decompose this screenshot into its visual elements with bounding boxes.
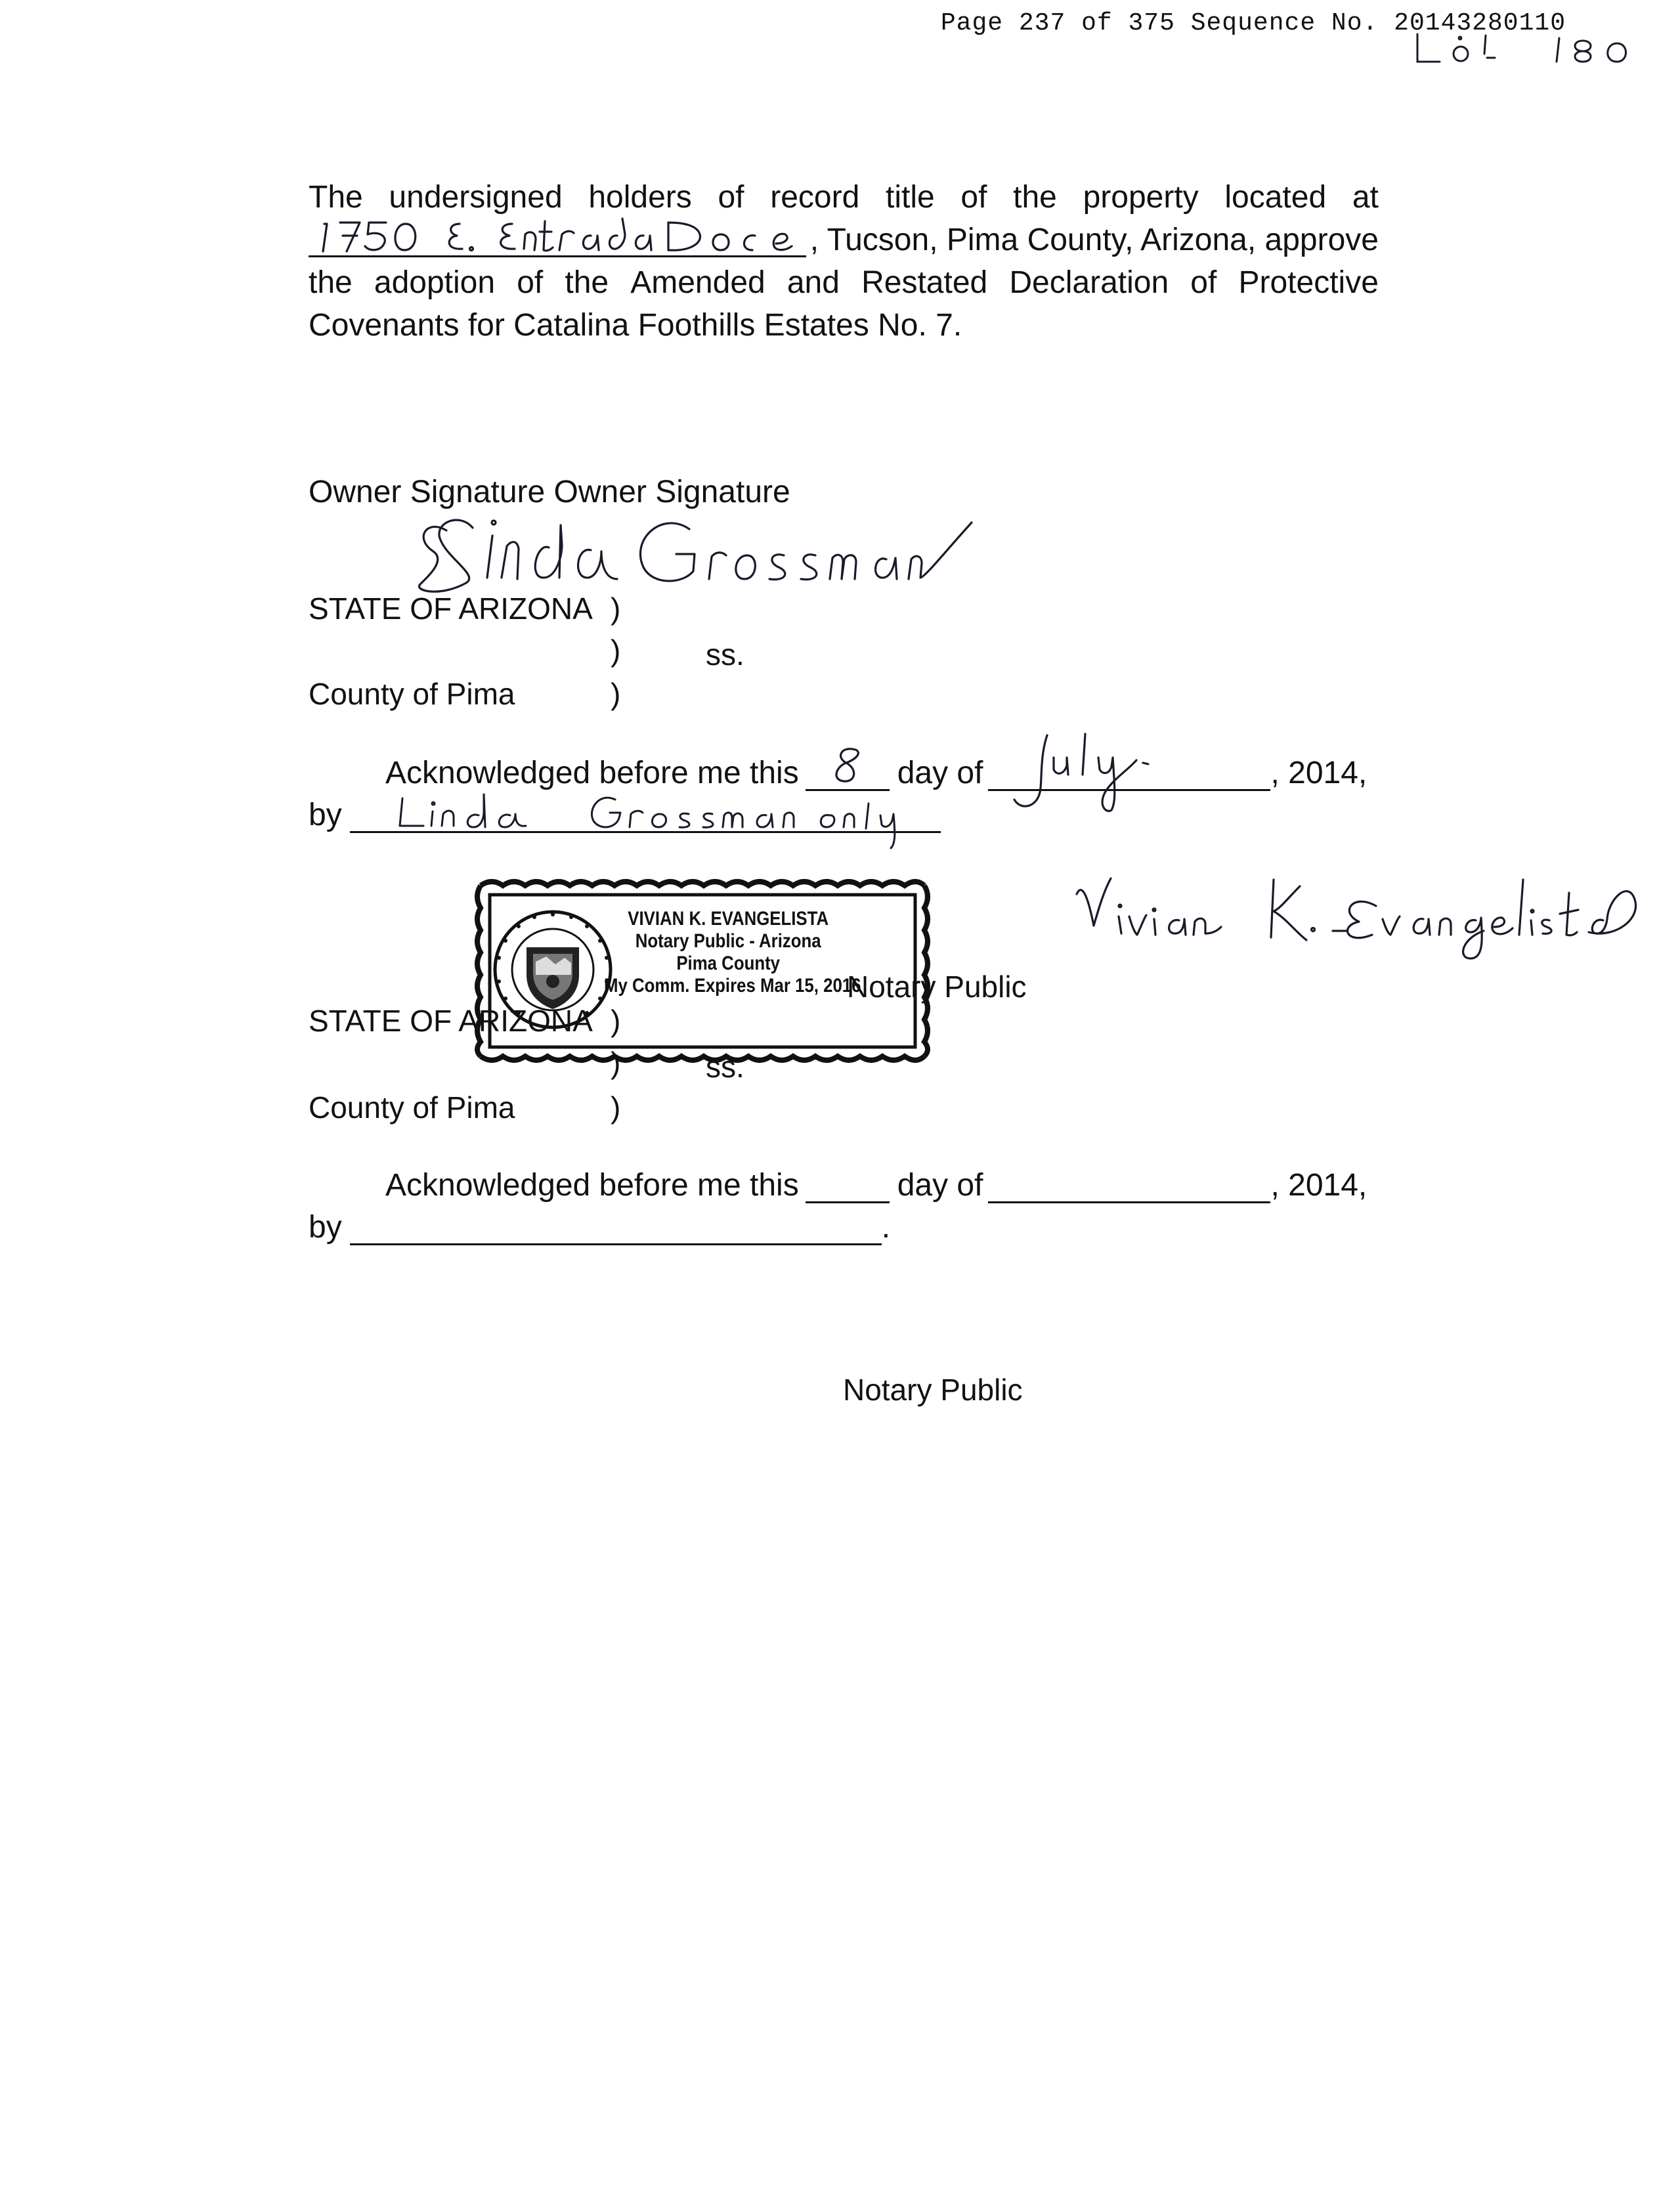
ack-prefix: Acknowledged before me this xyxy=(385,1168,799,1203)
word: of xyxy=(517,265,544,300)
property-address-field xyxy=(309,219,806,257)
day-of-label: day of xyxy=(897,1168,983,1203)
word: the xyxy=(1013,180,1057,215)
county-label: County of Pima xyxy=(309,677,515,711)
paren: ) xyxy=(611,591,621,626)
acknowledgment-2 xyxy=(309,1167,1385,1259)
acknowledgment-1 xyxy=(309,755,1385,847)
by-field xyxy=(350,797,941,833)
by-period: . xyxy=(881,1210,891,1245)
ss-label: ss. xyxy=(706,1050,744,1084)
state-label: STATE OF ARIZONA xyxy=(309,1004,593,1038)
county-label: County of Pima xyxy=(309,1090,515,1125)
notary-signature xyxy=(1064,853,1641,965)
word: located xyxy=(1224,180,1327,215)
word: of xyxy=(1190,265,1217,300)
word: the xyxy=(309,265,353,300)
notary-public-label-1: Notary Public xyxy=(847,970,1027,1004)
acknowledgment-2-line-1 xyxy=(385,1167,1367,1203)
state-label: STATE OF ARIZONA xyxy=(309,591,593,626)
approval-line-1 xyxy=(309,176,1379,219)
approval-line-4 xyxy=(309,304,1379,347)
by-field xyxy=(350,1209,882,1245)
word: at xyxy=(1352,180,1379,215)
year-label: , 2014, xyxy=(1270,756,1368,790)
paren: ) xyxy=(611,677,621,711)
ack-prefix: Acknowledged before me this xyxy=(385,756,799,790)
word: Declaration xyxy=(1009,265,1169,300)
stamp-title: Notary Public - Arizona xyxy=(635,930,821,952)
day-field xyxy=(806,1167,890,1203)
stamp-expiry: My Comm. Expires Mar 15, 2016 xyxy=(604,975,861,997)
word: Protective xyxy=(1238,265,1379,300)
state-county-block-2 xyxy=(309,1003,781,1128)
by-label: by xyxy=(309,1210,342,1245)
word: The xyxy=(309,180,363,215)
month-field xyxy=(988,755,1270,791)
word: undersigned xyxy=(389,180,563,215)
word: adoption xyxy=(374,265,496,300)
acknowledgment-1-line-2 xyxy=(309,797,941,833)
notary-signature-handwriting-icon xyxy=(1064,853,1641,965)
owner-signature-label: Owner Signature Owner Signature xyxy=(309,475,790,509)
word: record xyxy=(770,180,860,215)
word: title xyxy=(885,180,935,215)
day-of-label: day of xyxy=(897,756,983,790)
approval-line-3 xyxy=(309,261,1379,304)
paren: ) xyxy=(611,1090,621,1125)
word: the xyxy=(565,265,609,300)
ss-label: ss. xyxy=(706,637,744,672)
by-handwriting-icon xyxy=(350,777,941,849)
handwritten-lot-note xyxy=(1408,29,1631,68)
approval-paragraph xyxy=(309,176,1379,347)
acknowledgment-2-line-2 xyxy=(309,1209,890,1245)
paren: ) xyxy=(611,1046,621,1080)
page-header: Page 237 of 375 Sequence No. 20143280110 xyxy=(940,9,1566,37)
word: Amended xyxy=(630,265,765,300)
approval-line-2 xyxy=(309,219,1379,261)
handwritten-address-icon xyxy=(309,215,814,258)
word: of xyxy=(718,180,744,215)
paren: ) xyxy=(611,633,621,668)
word: property xyxy=(1083,180,1199,215)
stamp-text xyxy=(604,908,861,997)
approval-line-2-text: , Tucson, Pima County, Arizona, approve xyxy=(809,223,1379,257)
stamp-notary-name: VIVIAN K. EVANGELISTA xyxy=(628,908,829,930)
by-label: by xyxy=(309,798,342,832)
word: holders xyxy=(588,180,692,215)
month-field xyxy=(988,1167,1270,1203)
word: of xyxy=(960,180,987,215)
word: Restated xyxy=(861,265,988,300)
word: and xyxy=(786,265,840,300)
stamp-county: Pima County xyxy=(676,953,781,974)
lot-note-handwriting-icon xyxy=(1408,29,1631,68)
month-handwriting-icon xyxy=(988,729,1270,814)
approval-line-4-text: Covenants for Catalina Foothills Estates No. 7. xyxy=(309,308,962,343)
paren: ) xyxy=(611,1004,621,1038)
year-label: , 2014, xyxy=(1270,1168,1368,1203)
state-county-block-1 xyxy=(309,591,781,716)
notary-public-label-2: Notary Public xyxy=(843,1373,1023,1407)
